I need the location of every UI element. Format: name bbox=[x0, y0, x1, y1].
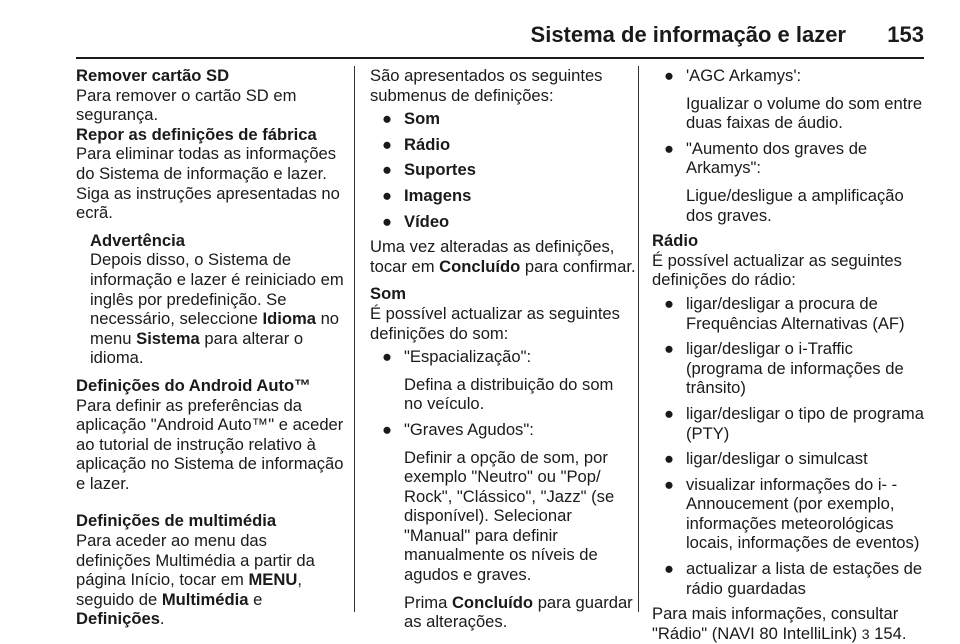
warning-block bbox=[76, 231, 344, 368]
list-item: ● ligar/desligar o simulcast bbox=[664, 449, 868, 469]
warning-heading: Advertência bbox=[90, 230, 185, 250]
column-divider bbox=[354, 66, 355, 612]
paragraph: Para mais informações, consultar "Rádio" (NAVI 80 IntelliLink) 3 154. bbox=[652, 604, 907, 643]
column-2 bbox=[370, 66, 636, 638]
paragraph: São apresentados os seguintes submenus de definições: bbox=[370, 66, 603, 105]
section-heading: Rádio bbox=[652, 231, 699, 251]
list-item: ● 'AGC Arkamys': Igualizar o volume do som entre duas faixas de áudio. bbox=[664, 66, 923, 133]
list-item: ● ligar/desligar a procura de Frequências Alternativas (AF) bbox=[664, 293, 905, 333]
section-heading: Som bbox=[370, 284, 406, 304]
page-header bbox=[0, 0, 960, 58]
paragraph: Para remover o cartão SD em segurança. bbox=[76, 85, 297, 125]
paragraph: É possível actualizar as seguintes definições do som: bbox=[370, 303, 620, 343]
column-divider bbox=[638, 66, 639, 612]
paragraph: É possível actualizar as seguintes definições do rádio: bbox=[652, 250, 902, 290]
list-item: ● actualizar a lista de estações de rádio guardadas bbox=[664, 559, 923, 598]
section-heading: Definições do Android Auto™ bbox=[76, 375, 311, 395]
column-3 bbox=[652, 66, 932, 644]
list-item: ● "Aumento dos graves de Arkamys": Ligue/desligue a amplificação dos graves. bbox=[664, 138, 904, 225]
list-item: ● "Graves Agudos": Definir a opção de som, por exemplo "Neutro" ou "Pop/ Rock", "Clássico", "Jazz" (se disponível). Selecionar "Manual" para definir manualmente os níveis de agudos e graves. Prima Concluído para guardar as alterações. bbox=[382, 419, 633, 632]
list-item: ● visualizar informações do i- -Annoucement (por exemplo, informações meteorológicas locais, informações de eventos) bbox=[664, 474, 920, 553]
paragraph: Para aceder ao menu das definições Multimédia a partir da página Início, tocar em MENU, seguido de Multimédia e Definições. bbox=[76, 531, 315, 629]
warning-text: Depois disso, o Sistema de informação e lazer é reiniciado em inglês por predefinição. Se necessário, seleccione Idioma no menu Sistema para alterar o idioma. bbox=[90, 250, 344, 368]
paragraph: Uma vez alteradas as definições, tocar em Concluído para confirmar. bbox=[370, 237, 636, 276]
paragraph: Para eliminar todas as informações do Sistema de informação e lazer. Siga as instruções apresentadas no ecrã. bbox=[76, 144, 340, 223]
paragraph: Para definir as preferências da aplicação "Android Auto™" e aceder ao tutorial de instrução relativo à aplicação no Sistema de informação e lazer. bbox=[76, 395, 344, 493]
header-rule bbox=[76, 57, 924, 59]
section-heading: Repor as definições de fábrica bbox=[76, 124, 317, 144]
list-item: ● "Espacialização": Defina a distribuição do som no veículo. bbox=[382, 347, 614, 414]
list-item: ● Som bbox=[382, 109, 440, 129]
list-item: ● Vídeo bbox=[382, 211, 450, 231]
section-heading: Definições de multimédia bbox=[76, 511, 277, 531]
som-list-continued bbox=[652, 66, 932, 225]
list-item: ● ligar/desligar o tipo de programa (PTY) bbox=[664, 403, 924, 443]
list-item: ● Rádio bbox=[382, 134, 451, 154]
column-1 bbox=[76, 66, 344, 629]
list-item: ● ligar/desligar o i-Traffic (programa de informações de trânsito) bbox=[664, 339, 904, 398]
radio-list bbox=[652, 294, 932, 598]
list-item: ● Imagens bbox=[382, 185, 472, 205]
list-item: ● Suportes bbox=[382, 160, 476, 180]
page-reference-icon: 3 bbox=[861, 625, 870, 642]
section-heading: Remover cartão SD bbox=[76, 66, 230, 85]
submenu-list bbox=[370, 109, 636, 231]
page-title: Sistema de informação e lazer bbox=[530, 22, 846, 47]
som-list bbox=[370, 347, 636, 632]
page-number: 153 bbox=[887, 22, 924, 47]
